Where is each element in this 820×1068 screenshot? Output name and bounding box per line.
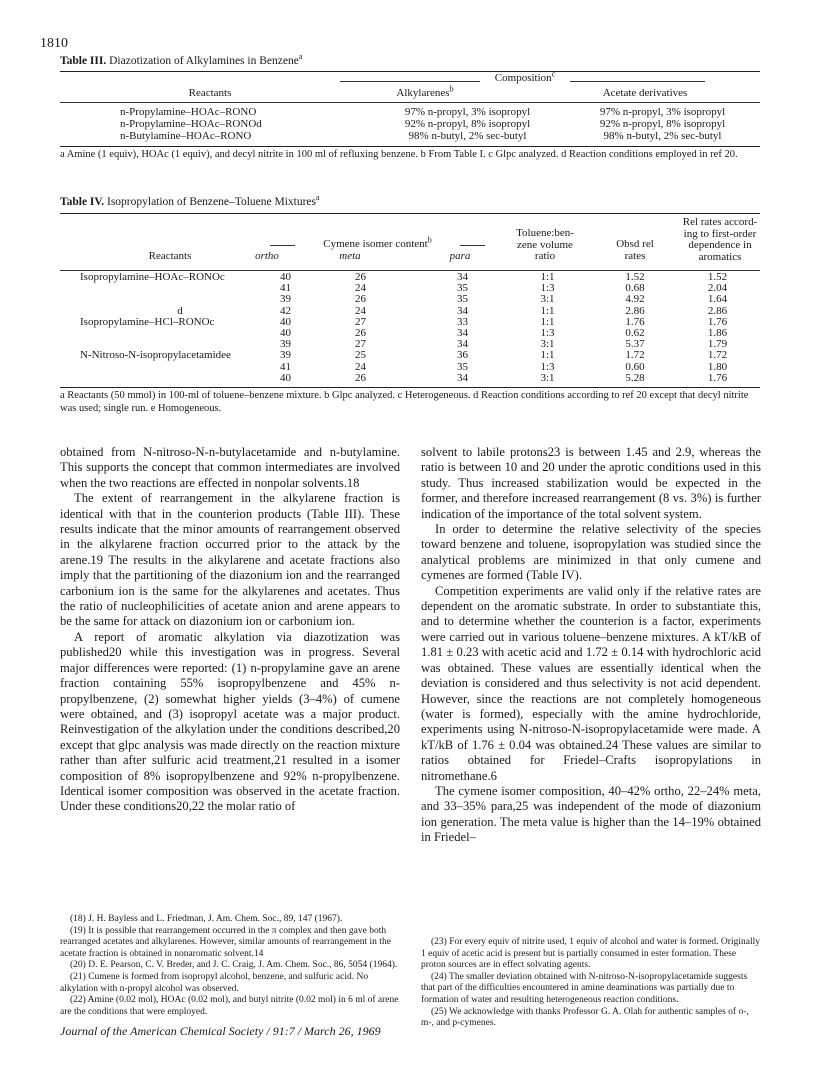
table4-meta-cell: 24 — [355, 282, 366, 295]
table4 — [60, 272, 760, 384]
table4-obsd-cell: 5.37 — [625, 338, 645, 351]
page-number: 1810 — [40, 36, 68, 51]
table4-obsd-cell: 0.60 — [625, 360, 645, 373]
reference-24: (24) The smaller deviation obtained with N-nitroso-N-isopropylacetamide suggests that part of the difficulties encountered in amine deaminations was partially due to formation of water and resulting heterogeneous reaction conditions. — [421, 971, 748, 1005]
table4-para-cell: 36 — [457, 349, 468, 362]
table4-ortho-cell: 41 — [280, 360, 291, 373]
table3-caption — [60, 52, 303, 67]
left-paragraph-3: A report of aromatic alkylation via diazotization was published20 while this investigation was in progress. Several major differences were reported: (1) n-propylamine gave an arene fraction containing 55% isopropylbenzene and 45% n-propylbenzene, (2) somewhat higher yields (3–4%) of cumene were obtained, and (3) isopropyl acetate was a major product. Reinvestigation of the alkylation under the conditions described,20 except that glpc analysis was made directly on the reaction mixture rather than after sulfuric acid treatment,21 resulted in a isomer composition of 8% isopropylbenzene and 92% n-propylbenzene. Identical isomer composition was observed in the acetate fraction. Under these conditions20,22 the molar ratio of — [60, 629, 400, 814]
table-row — [60, 272, 760, 283]
table4-ortho-cell: 40 — [280, 315, 291, 328]
table4-reactant-cell: N-Nitroso-N-isopropylacetamidee — [80, 349, 231, 362]
table-row — [60, 328, 760, 339]
table4-caption — [60, 193, 320, 208]
table4-meta-cell: 24 — [355, 304, 366, 317]
table3-label: Table III. — [60, 55, 107, 67]
table4-label: Table IV. — [60, 196, 105, 208]
table4-obsd-cell: 0.62 — [625, 327, 645, 340]
table-row — [60, 283, 760, 294]
table4-rel-cell: 1.52 — [707, 271, 728, 283]
table4-rel-cell: 2.86 — [707, 304, 728, 317]
table4-sub-para: para — [449, 250, 471, 262]
table4-meta-cell: 27 — [355, 315, 366, 328]
table4-cymene-header: Cymene isomer content — [323, 238, 428, 250]
right-paragraph-3: Competition experiments are valid only if the relative rates are dependent on the aromatic substrate. In order to substantiate this, and to determine whether the counterion is a factor, experiments were carried out in various toluene–benzene mixtures. A kT/kB of 1.81 ± 0.23 with acetic acid and 1.72 ± 0.14 with hydrochloric acid was obtained. These values are essentially identical when the deviation is considered and thus selectivity is not acid dependent. However, since the reactions are not completely homogeneous (water is formed), especially with the amine hydrochloride, experiments using N-nitroso-N-isopropylacetamide were made. A kT/kB of 1.76 ± 0.04 was obtained.24 These values are similar to ratios obtained for Friedel–Crafts isopropylations in nitromethane.6 — [421, 583, 761, 783]
reference-22: (22) Amine (0.02 mol), HOAc (0.02 mol), and butyl nitrite (0.02 mol) in 6 ml of arene are the conditions that were employed. — [60, 995, 399, 1017]
table-row — [60, 118, 760, 130]
table4-meta-cell: 26 — [355, 293, 366, 306]
table-row — [60, 317, 760, 328]
table3-col-acetate: Acetate derivatives — [602, 87, 688, 99]
table3-reactants-cell: n-Propylamine–HOAc–RONO — [120, 106, 257, 118]
table3-alkylarenes-cell: 98% n-butyl, 2% sec-butyl — [408, 130, 527, 142]
table4-ortho-cell: 40 — [280, 327, 291, 340]
left-paragraph-2: The extent of rearrangement in the alkylarene fraction is identical with that in the counterion products (Table III). These results indicate that the minor amounts of rearrangement observed in the alkylarene fraction occurred prior to the attack by the arene.19 The results in the alkylarene and acetate fractions also imply that the partitioning of the diazonium ion and the rearranged carbonium ion is the same for the alkylarenes and acetates. Thus the ratio of nucleophilicities of acetate anion and arene appears to be the same for attack on diazonium ion or carbonium ion. — [60, 491, 400, 629]
table3-acetate-cell: 97% n-propyl, 3% isopropyl — [599, 106, 726, 118]
table4-ratio-cell: 1:1 — [540, 271, 555, 283]
table4-obsd-cell: 0.68 — [625, 282, 645, 295]
table-row — [60, 362, 760, 373]
table4-para-cell: 35 — [457, 360, 468, 373]
table-row — [60, 130, 760, 142]
table4-col-obsd-1: Obsd rel — [616, 238, 654, 250]
table4-ratio-cell: 3:1 — [540, 338, 555, 351]
table4-caption-mark: a — [316, 193, 320, 203]
table4-col-ratio-2: zene volume — [517, 238, 573, 251]
table4-bottom-rule — [60, 387, 760, 388]
table3-title: Diazotization of Alkylamines in Benzene — [109, 55, 299, 67]
table3-reactants-cell: n-Butylamine–HOAc–RONO — [120, 130, 252, 142]
table4-reactant-cell — [80, 373, 280, 384]
table4-para-cell: 34 — [457, 327, 468, 340]
reference-25: (25) We acknowledge with thanks Professor G. A. Olah for authentic samples of o-, m-, and p-cymenes. — [421, 1006, 749, 1029]
table4-para-cell: 34 — [457, 271, 468, 283]
table4-ratio-cell: 1:3 — [540, 327, 555, 340]
table4-col-rel-3: dependence in — [688, 239, 752, 251]
table4-col-rel-4: aromatics — [698, 250, 742, 263]
table4-ortho-cell: 39 — [280, 338, 291, 351]
table3-col-reactants: Reactants — [188, 87, 232, 99]
table4-obsd-cell: 1.76 — [625, 315, 645, 328]
table-row — [60, 294, 760, 305]
table4-reactant-cell — [80, 362, 280, 373]
table4-ratio-cell: 1:1 — [540, 304, 555, 317]
table4-meta-cell: 26 — [355, 327, 366, 340]
table4-ratio-cell: 3:1 — [540, 293, 555, 306]
reference-19: (19) It is possible that rearrangement occurred in the π complex and then gave both rearranged acetates and alkylarenes. However, similar amounts of rearrangement in the acetate fraction is obtained in nonaromatic solvent.14 — [60, 925, 391, 959]
right-references — [421, 937, 761, 1030]
table4-col-ratio-1: Toluene:ben- — [516, 227, 574, 239]
table4-rel-cell: 1.76 — [707, 371, 728, 384]
table4-col-rel-2: ing to first-order — [683, 227, 757, 240]
table4-rel-cell: 1.72 — [707, 349, 728, 362]
table4-header — [60, 215, 760, 270]
table4-ortho-cell: 39 — [280, 349, 291, 362]
table3-bottom-rule — [60, 146, 760, 147]
table4-reactant-cell — [80, 294, 280, 305]
table-row — [60, 373, 760, 384]
left-references — [60, 914, 400, 1018]
journal-footer: Journal of the American Chemical Society / 91:7 / March 26, 1969 — [60, 1024, 381, 1038]
table4-reactant-cell — [80, 283, 280, 294]
table4-footnote: a Reactants (50 mmol) in 100-ml of toluene–benzene mixture. b Glpc analyzed. c Heterogeneous. d Reaction conditions according to ref 20 except that decyl nitrite was used; single run. e Homogeneous. — [60, 390, 749, 414]
table4-ratio-cell: 1:3 — [540, 282, 555, 295]
table4-obsd-cell: 2.86 — [625, 304, 645, 317]
table4-rel-cell: 1.64 — [707, 293, 728, 306]
table4-col-ratio-3: ratio — [534, 250, 556, 262]
table4-reactant-cell: Isopropylamine–HCl–RONOc — [80, 315, 215, 328]
table4-meta-cell: 25 — [355, 349, 366, 362]
right-paragraph-4: The cymene isomer composition, 40–42% ortho, 22–24% meta, and 33–35% para,25 was independent of the mode of diazonium ion generation. The meta value is higher than the 14–19% obtained in Friedel– — [421, 783, 761, 845]
table4-para-cell: 33 — [457, 315, 468, 328]
table3-footnote: a Amine (1 equiv), HOAc (1 equiv), and decyl nitrite in 100 ml of refluxing benzene. b From Table I. c Glpc analyzed. d Reaction conditions employed in ref 20. — [60, 149, 738, 160]
table3-composition-mark: c — [551, 69, 556, 79]
table4-meta-cell: 24 — [355, 360, 366, 373]
left-column — [60, 445, 400, 815]
table4-sub-ortho: ortho — [255, 250, 279, 262]
table4-para-cell: 35 — [457, 282, 468, 295]
table4-para-cell: 35 — [457, 293, 468, 306]
table4-para-cell: 34 — [457, 304, 468, 317]
table4-meta-cell: 26 — [355, 271, 366, 283]
table4-reactant-cell: d — [177, 304, 183, 317]
table4-obsd-cell: 5.28 — [625, 371, 645, 384]
reference-23: (23) For every equiv of nitrite used, 1 equiv of alcohol and water is formed. Originally 1 equiv of acetic acid is present but is partially consumed in ester formation. These proton sources are in effect solvating agents. — [421, 937, 760, 971]
table4-ratio-cell: 3:1 — [540, 371, 555, 384]
table4-col-rel-1: Rel rates accord- — [682, 216, 758, 228]
table4-para-cell: 34 — [457, 338, 468, 351]
table3-alkylarenes-cell: 92% n-propyl, 8% isopropyl — [404, 118, 531, 130]
reference-18: (18) J. H. Bayless and L. Friedman, J. Am. Chem. Soc., 89, 147 (1967). — [70, 914, 343, 924]
table4-obsd-cell: 1.52 — [625, 271, 645, 283]
table4-rel-cell: 1.80 — [707, 360, 728, 373]
left-paragraph-1: obtained from N-nitroso-N-n-butylacetamide and n-butylamine. This supports the concept that common intermediates are involved when the two reactions are effected in nonpolar solvents.18 — [60, 445, 400, 490]
table4-reactant-cell — [80, 328, 280, 339]
table4-reactant-cell: Isopropylamine–HOAc–RONOc — [80, 271, 225, 283]
table3-acetate-cell: 98% n-butyl, 2% sec-butyl — [603, 130, 722, 142]
table3 — [60, 106, 760, 142]
reference-20: (20) D. E. Pearson, C. V. Breder, and J. C. Craig, J. Am. Chem. Soc., 86, 5054 (1964). — [70, 960, 398, 971]
table4-col-reactants: Reactants — [148, 250, 192, 262]
table-row — [60, 106, 760, 118]
table4-rel-cell: 2.04 — [707, 282, 728, 295]
table4-ortho-cell: 41 — [280, 282, 291, 295]
table4-col-obsd-2: rates — [624, 249, 646, 262]
table4-ortho-cell: 40 — [280, 271, 291, 283]
table3-reactants-cell: n-Propylamine–HOAc–RONOd — [120, 118, 262, 130]
right-paragraph-2: In order to determine the relative selectivity of the species toward benzene and toluene, isopropylation was studied since the analytical problems are minimized in that only cumene and cymenes are formed (Table IV). — [421, 522, 761, 583]
table3-acetate-cell: 92% n-propyl, 8% isopropyl — [599, 118, 726, 130]
table4-ortho-cell: 42 — [280, 304, 291, 317]
table3-composition-header: Composition — [494, 72, 552, 84]
table4-obsd-cell: 1.72 — [625, 349, 645, 362]
reference-21: (21) Cumene is formed from isopropyl alcohol, benzene, and sulfuric acid. No alkylation with n-propyl alcohol was observed. — [60, 971, 369, 994]
table4-rel-cell: 1.79 — [707, 338, 728, 351]
table3-top-rule — [60, 71, 760, 72]
table4-meta-cell: 26 — [355, 371, 366, 384]
table3-alkylarenes-cell: 97% n-propyl, 3% isopropyl — [404, 106, 531, 118]
table3-col-alkylarenes: Alkylarenes$^b$ — [396, 84, 454, 99]
table4-ratio-cell: 1:3 — [540, 360, 555, 373]
table4-ratio-cell: 1:1 — [540, 349, 555, 362]
table3-header-rule — [60, 102, 760, 103]
table4-meta-cell: 27 — [355, 338, 366, 351]
table4-ortho-cell: 39 — [280, 293, 291, 306]
table-row — [60, 350, 760, 361]
right-paragraph-1: solvent to labile protons23 is between 1.45 and 2.9, whereas the ratio is between 10 and 20 under the aprotic conditions used in this study. Thus increased stabilization would be expected in the former, and therefore increased rearrangement (8 vs. 3%) is further indication of the importance of the total solvent system. — [421, 445, 761, 521]
table3-caption-mark: a — [298, 52, 303, 62]
table4-obsd-cell: 4.92 — [625, 293, 645, 306]
table4-sub-meta: meta — [339, 250, 361, 262]
table4-para-cell: 34 — [457, 371, 468, 384]
table4-ratio-cell: 1:1 — [540, 315, 555, 328]
table4-rel-cell: 1.86 — [707, 327, 728, 340]
table4-ortho-cell: 40 — [280, 371, 291, 384]
right-column — [421, 445, 761, 846]
table4-title: Isopropylation of Benzene–Toluene Mixtures — [106, 196, 317, 208]
table4-rel-cell: 1.76 — [707, 315, 728, 328]
table4-cymene-mark: b — [427, 235, 432, 245]
table4-top-rule — [60, 213, 760, 214]
